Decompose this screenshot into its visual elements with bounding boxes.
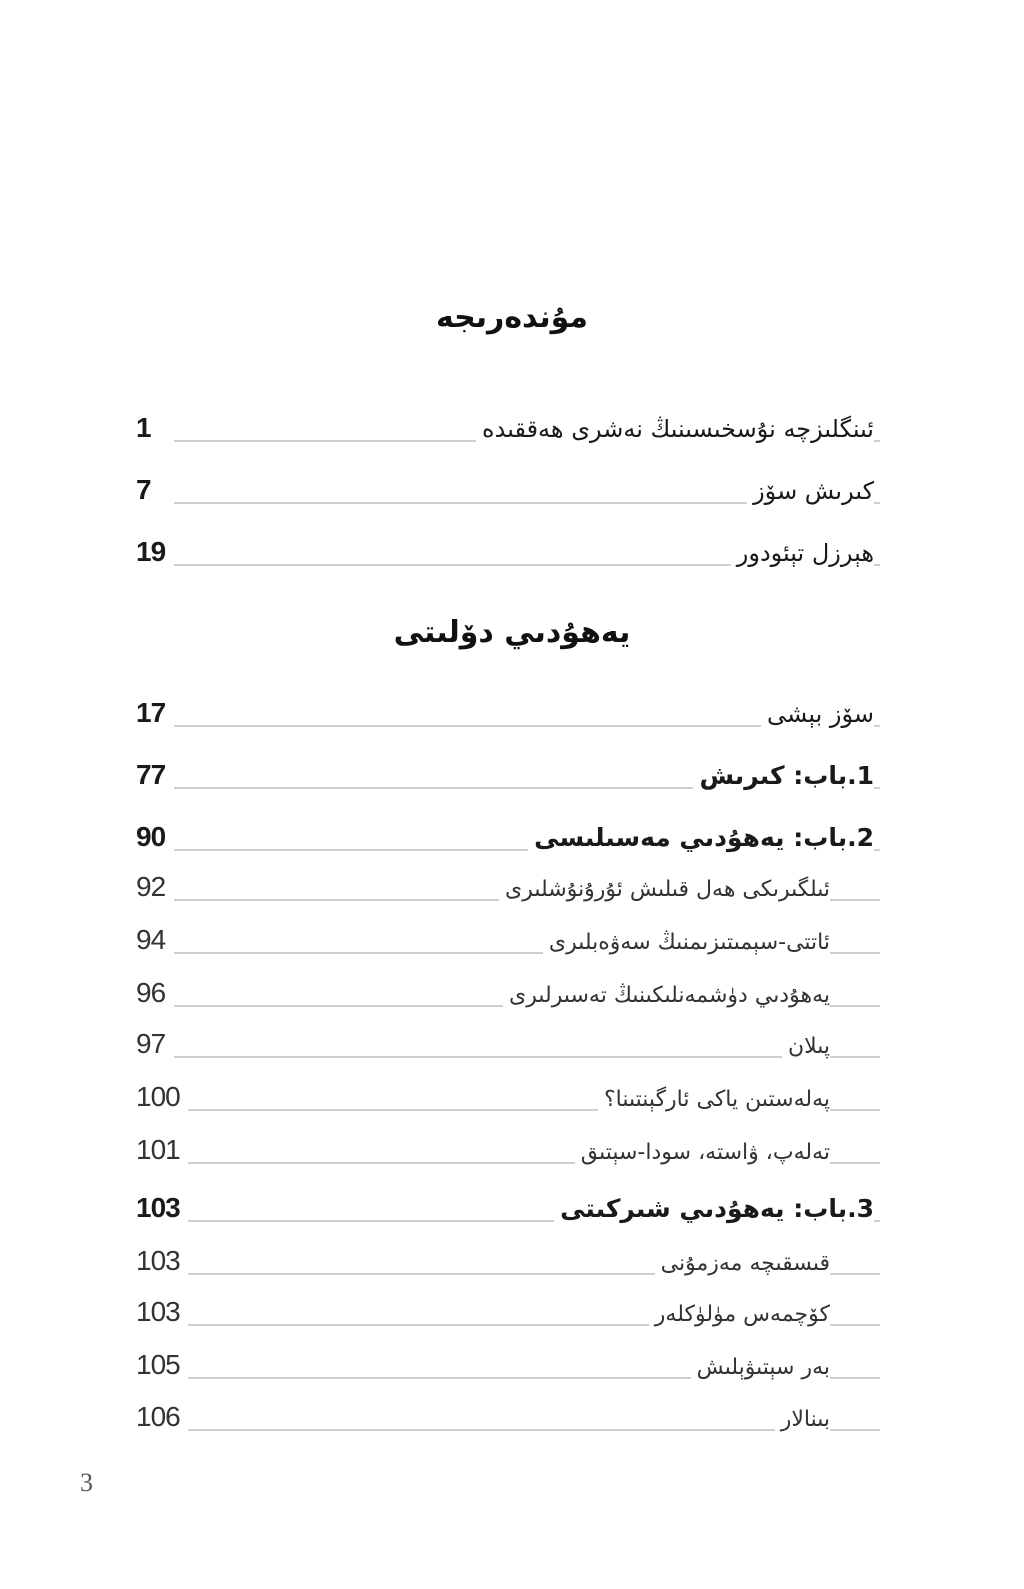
part-one-heading: يەھۇدىي دۆلىتى bbox=[393, 615, 631, 650]
toc-page-number: 103 bbox=[136, 1192, 180, 1223]
toc-entry-title: بەر سېتىۋېلىش bbox=[691, 1355, 830, 1380]
toc-entry-title: ئىنگلىزچە نۇسخىسىنىڭ نەشرى ھەققىدە bbox=[476, 415, 874, 443]
toc-entry-title: 2.باب: يەھۇدىي مەسىلىسى bbox=[528, 823, 874, 852]
toc-page-number: 94 bbox=[136, 924, 166, 955]
toc-page-number: 106 bbox=[136, 1401, 180, 1432]
toc-entry-title: 1.باب: كىرىش bbox=[693, 761, 874, 790]
toc-subentry[interactable] bbox=[130, 973, 880, 1013]
toc-chapter-entry[interactable] bbox=[130, 755, 880, 795]
toc-entry-title: پەلەستىن ياكى ئارگېنتىنا؟ bbox=[598, 1087, 830, 1112]
toc-subentry[interactable] bbox=[130, 1241, 880, 1281]
toc-page-number: 103 bbox=[136, 1296, 180, 1327]
toc-page-number: 97 bbox=[136, 1028, 166, 1059]
toc-entry[interactable] bbox=[130, 470, 880, 510]
toc-entry-title: كىرىش سۆز bbox=[747, 477, 874, 505]
toc-subentry[interactable] bbox=[130, 1130, 880, 1170]
toc-entry-title: قىسقىچە مەزمۇنى bbox=[655, 1251, 830, 1276]
toc-subentry[interactable] bbox=[130, 867, 880, 907]
toc-subentry[interactable] bbox=[130, 1345, 880, 1385]
toc-page-number: 103 bbox=[136, 1245, 180, 1276]
toc-subentry[interactable] bbox=[130, 1397, 880, 1437]
toc-page-number: 90 bbox=[136, 821, 166, 852]
toc-entry-title: سۆز بېشى bbox=[761, 700, 874, 728]
toc-page-number: 77 bbox=[136, 759, 166, 790]
toc-page-number: 19 bbox=[136, 536, 166, 567]
toc-entry-title: ئىلگىرىكى ھەل قىلىش ئۇرۇنۇشلىرى bbox=[499, 877, 830, 902]
dot-leader bbox=[174, 1056, 880, 1058]
toc-page-number: 17 bbox=[136, 697, 166, 728]
toc-entry-title: تەلەپ، ۋاستە، سودا-سېتىق bbox=[575, 1140, 830, 1165]
toc-subentry[interactable] bbox=[130, 1077, 880, 1117]
toc-page-number: 101 bbox=[136, 1134, 180, 1165]
toc-page-number: 96 bbox=[136, 977, 166, 1008]
toc-chapter-entry[interactable] bbox=[130, 1188, 880, 1228]
toc-entry[interactable] bbox=[130, 693, 880, 733]
toc-page-number: 1 bbox=[136, 412, 151, 443]
toc-subentry[interactable] bbox=[130, 920, 880, 960]
toc-subentry[interactable] bbox=[130, 1292, 880, 1332]
toc-entry-title: 3.باب: يەھۇدىي شىركىتى bbox=[554, 1194, 874, 1223]
contents-heading: مۇندەرىجە bbox=[435, 300, 589, 335]
toc-entry[interactable] bbox=[130, 408, 880, 448]
toc-page-number: 105 bbox=[136, 1349, 180, 1380]
toc-chapter-entry[interactable] bbox=[130, 817, 880, 857]
toc-entry-title: پىلان bbox=[782, 1034, 830, 1059]
page-number: 3 bbox=[80, 1468, 93, 1497]
toc-page-number: 7 bbox=[136, 474, 151, 505]
toc-entry-title: ئاتتى-سېمىتىزىمنىڭ سەۋەبلىرى bbox=[543, 930, 830, 955]
toc-entry[interactable] bbox=[130, 532, 880, 572]
toc-entry-title: ھېرزل تېئودور bbox=[731, 539, 874, 567]
toc-subentry[interactable] bbox=[130, 1024, 880, 1064]
toc-page-number: 92 bbox=[136, 871, 166, 902]
toc-entry-title: كۆچمەس مۈلۈكلەر bbox=[649, 1302, 830, 1327]
toc-page-number: 100 bbox=[136, 1081, 180, 1112]
toc-entry-title: يەھۇدىي دۈشمەنلىكىنىڭ تەسىرلىرى bbox=[503, 983, 830, 1008]
toc-entry-title: بىنالار bbox=[775, 1407, 830, 1432]
